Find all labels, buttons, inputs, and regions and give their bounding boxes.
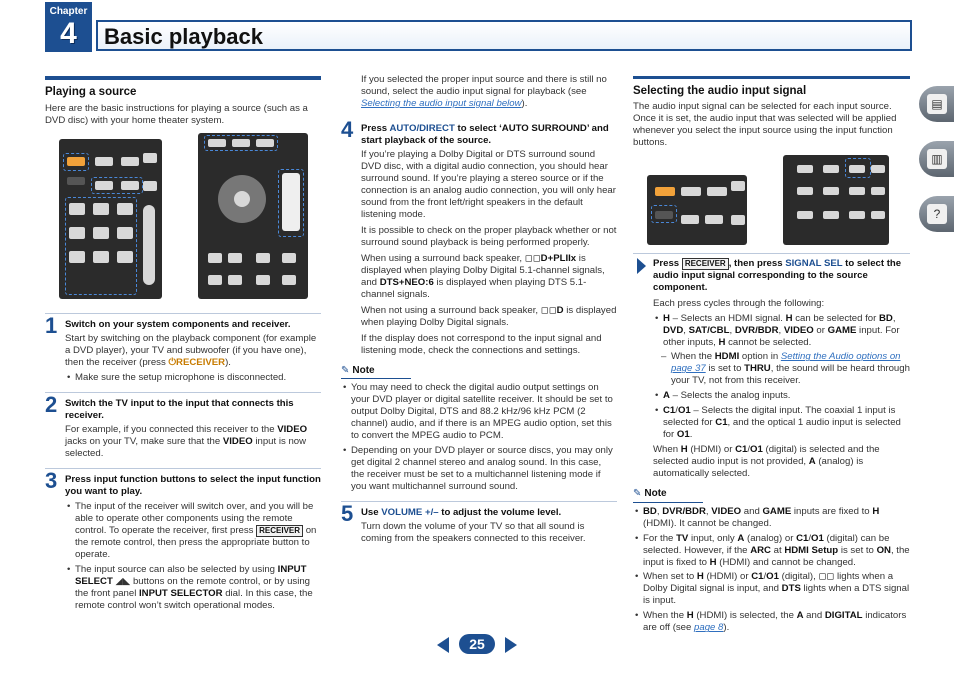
signal-step-head: Press RECEIVER , then press SIGNAL SEL to select the audio input signal corresponding to the source component. <box>653 258 902 294</box>
chapter-number: 4 <box>60 16 77 50</box>
dolby-icon: ◻◻ <box>524 252 541 264</box>
step-4-p3: When using a surround back speaker, ◻◻D+PLIIx is displayed when playing Dolby Digital 5.1-channel signals, and DTS+NEO:6 is displayed when playing DTS 5.1-channel signals. <box>361 252 605 300</box>
step-3-bullet-1: • The input of the receiver will switch over, and you will be able to operate other components using the remote control. To operate the receiver, first press RECEIVER on the remote control, then press the appropriate button to operate. <box>65 501 321 561</box>
step-4-p2: It is possible to check on the proper playback whether or not surround sound playback is being performed properly. <box>361 224 617 248</box>
step-2-body: For example, if you connected this receiver to the <box>65 424 278 436</box>
option-h-dash: – When the HDMI option in Setting the Audio options on page 37 is set to THRU, the sound will be heard through your TV, not from this receiver. <box>653 351 910 387</box>
remote-illustrations <box>45 133 321 305</box>
receiver-keybox: RECEIVER <box>256 525 303 537</box>
signal-step <box>633 253 910 480</box>
power-icon: ⏻ <box>168 357 177 369</box>
step-1-number: 1 <box>45 313 58 339</box>
column-middle <box>341 70 617 545</box>
audio-note-1: • BD, DVR/BDR, VIDEO and GAME inputs are fixed to H (HDMI). It cannot be changed. <box>633 506 910 530</box>
column-left <box>45 70 321 612</box>
auto-direct-term: AUTO/DIRECT <box>389 122 455 134</box>
step-2-body-mid: jacks on your TV, make sure that the <box>65 436 223 448</box>
step-1-bullet: • Make sure the setup microphone is disconnected. <box>65 372 321 384</box>
next-page-icon[interactable] <box>505 637 517 653</box>
pencil-icon: ✎ <box>341 364 350 376</box>
dolby-icon-3: ◻◻ <box>818 571 835 583</box>
audio-intro: The audio input signal can be selected for each input source. Once it is set, the audio input that was selected will be applied whenever you select the input source using the input function buttons. <box>633 101 897 149</box>
side-tab-help[interactable] <box>919 196 954 232</box>
video-term: VIDEO <box>277 424 308 436</box>
signal-sel-term: SIGNAL SEL <box>785 258 843 270</box>
intro-text: Here are the basic instructions for playing a source (such as a DVD disc) with your home theater system. <box>45 103 308 127</box>
chapter-badge <box>45 2 92 52</box>
cycle-text: Each press cycles through the following: <box>653 298 825 310</box>
remote-signal-image <box>783 155 889 245</box>
remote-right-image <box>198 133 308 299</box>
step-4-number: 4 <box>341 116 354 142</box>
step-5-number: 5 <box>341 501 354 527</box>
step-5 <box>341 501 617 545</box>
book-icon: ▤ <box>927 94 947 114</box>
step-2-head: Switch the TV input to the input that connects this receiver. <box>65 398 294 422</box>
chapter-label: Chapter <box>49 6 88 17</box>
receiver-key: RECEIVER <box>176 357 226 369</box>
remote-icon: ▥ <box>927 149 947 169</box>
input-selector-term: INPUT SELECTOR <box>139 588 223 600</box>
receiver-keybox-2: RECEIVER <box>682 258 729 270</box>
step-2 <box>45 392 321 460</box>
step-2-number: 2 <box>45 392 58 418</box>
step-3-head: Press input function buttons to select the input function you want to play. <box>65 474 321 498</box>
side-tab-remote[interactable] <box>919 141 954 177</box>
step-4-p1: If you’re playing a Dolby Digital or DTS surround sound DVD disc, with a digital audio connection, you should hear surround sound. If you’re playing a stereo source or if the connection is an analog audio connection, you will only hear sound from the front left/right speakers in the default listening mode. <box>361 148 616 220</box>
link-page-8[interactable]: page 8 <box>694 622 724 634</box>
help-icon: ? <box>927 204 947 224</box>
step-5-body: Turn down the volume of your TV so that all sound is coming from the speakers connected to this receiver. <box>361 521 586 544</box>
arrow-buttons-icon: ◢◣ <box>112 576 133 588</box>
step-4-p4: When not using a surround back speaker, ◻◻D is displayed when playing Dolby Digital signals. <box>361 304 617 328</box>
dolby-icon-2: ◻◻ <box>540 304 557 316</box>
section-title-audio: Selecting the audio input signal <box>633 76 910 98</box>
volume-term: VOLUME +/– <box>381 507 439 519</box>
step-1 <box>45 313 321 384</box>
audio-note-4: • When the H (HDMI) is selected, the A and DIGITAL indicators are off (see page 8). <box>633 610 910 634</box>
link-selecting-audio[interactable]: Selecting the audio input signal <box>361 97 494 109</box>
step-1-body: Start by switching on the playback component (for example a DVD player), your TV and subwoofer (if you have one), then the receiver (press <box>65 333 317 369</box>
option-h: • H – Selects an HDMI signal. H can be selected for BD, DVD, SAT/CBL, DVR/BDR, VIDEO or GAME input. For other inputs, H cannot be selected. <box>653 313 910 349</box>
audio-note-3: • When set to H (HDMI) or C1/O1 (digital), ◻◻ lights when a Dolby Digital signal is input, and DTS lights when a DTS signal is input. <box>633 571 910 607</box>
audio-remote-illustrations <box>633 155 910 249</box>
note-heading-2: ✎ Note <box>633 488 703 503</box>
step-4-p5: If the display does not correspond to the input signal and listening mode, check the connections and settings. <box>361 332 602 356</box>
audio-note-2: • For the TV input, only A (analog) or C1/O1 (digital) can be selected. However, if the ARC at HDMI Setup is set to ON, the input is fixed to H (HDMI) and cannot be changed. <box>633 533 910 569</box>
page-navigator <box>437 633 517 657</box>
step-3 <box>45 468 321 612</box>
page-title: Basic playback <box>104 24 263 49</box>
column-right <box>633 70 910 634</box>
step-1-head: Switch on your system components and receiver. <box>65 319 291 331</box>
remote-left-image <box>59 139 162 299</box>
continuation-text: If you selected the proper input source and there is still no sound, select the audio input signal for playback (see Selecting the audio input signal below). <box>361 74 607 109</box>
auto-analog-text: When H (HDMI) or C1/O1 (digital) is selected and the selected audio input is not provided, A (analog) is automatically selected. <box>653 444 880 480</box>
page-number: 25 <box>459 634 495 654</box>
step-arrow-icon <box>637 258 646 274</box>
option-a: • A – Selects the analog inputs. <box>653 390 910 402</box>
section-title-playing: Playing a source <box>45 76 321 99</box>
pencil-icon-2: ✎ <box>633 488 642 500</box>
step-4-head: Press AUTO/DIRECT to select ‘AUTO SURROUND’ and start playback of the source. <box>361 122 609 146</box>
prev-page-icon[interactable] <box>437 637 449 653</box>
step-3-bullet-2: • The input source can also be selected by using INPUT SELECT ◢◣ buttons on the remote control, or by using the front panel INPUT SELECTOR dial. In this case, the remote control won’t switch operational modes. <box>65 564 321 612</box>
video-term-2: VIDEO <box>222 436 253 448</box>
note-2: • Depending on your DVD player or source discs, you may only get digital 2 channel stereo and analog sound. In this case, the receiver must be set to a multichannel listening mode if you want multichannel surround sound. <box>341 445 617 493</box>
step-4 <box>341 118 617 357</box>
input-select-term: INPUT SELECT <box>75 564 307 588</box>
link-audio-options[interactable]: Setting the Audio options on page 37 <box>671 351 901 375</box>
step-5-head: Use VOLUME +/– to adjust the volume level. <box>361 507 562 519</box>
side-tab-book[interactable] <box>919 86 954 122</box>
step-3-number: 3 <box>45 468 58 494</box>
step-2-body-end: input is now selected. <box>65 436 307 460</box>
note-heading-1: ✎ Note <box>341 365 411 380</box>
option-c1-o1: • C1/O1 – Selects the digital input. The coaxial 1 input is selected for C1, and the optical 1 audio input is selected for O1. <box>653 405 910 441</box>
title-bar <box>96 20 912 51</box>
link-below[interactable]: below <box>493 97 522 109</box>
note-1: • You may need to check the digital audio output settings on your DVD player or digital satellite receiver. It should be set to output Dolby Digital, DTS and 88.2 kHz/96 kHz PCM (2 channel) audio, and if there is an MPEG audio option, set this to convert the MPEG audio to PCM. <box>341 382 617 442</box>
remote-receiver-image <box>647 175 747 245</box>
step-1-body-end: ). <box>225 357 231 369</box>
